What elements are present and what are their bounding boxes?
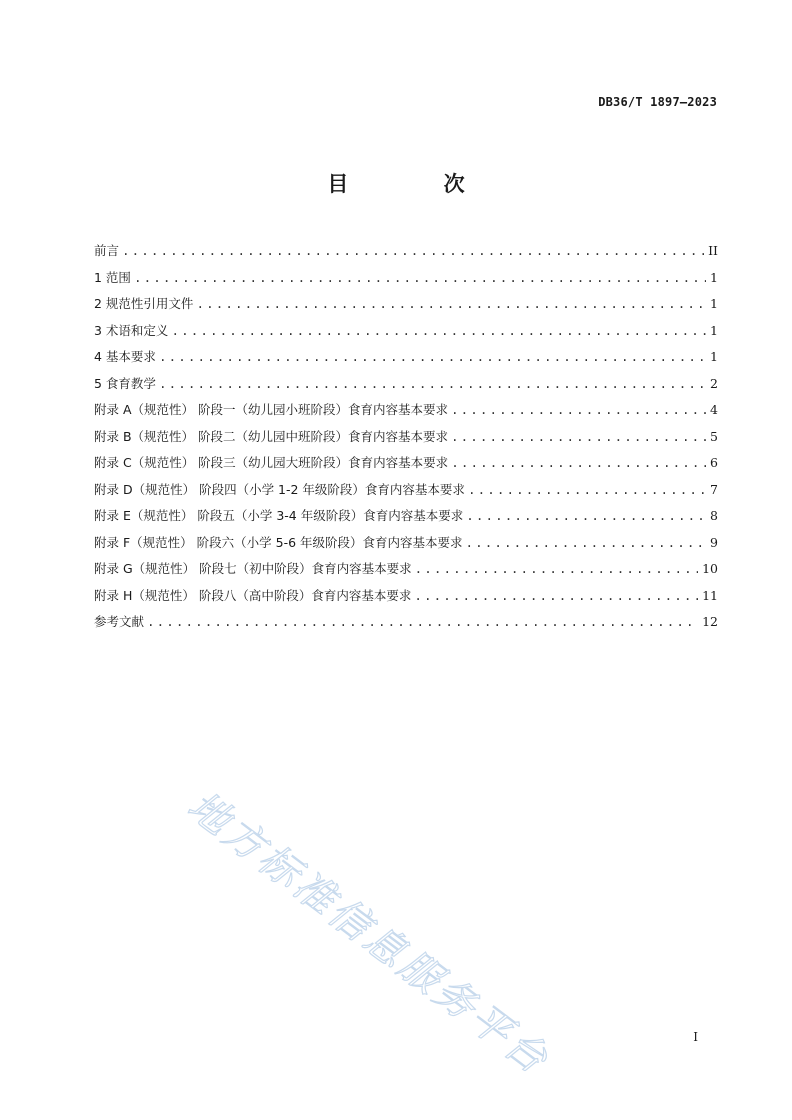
toc-entry[interactable] <box>94 609 718 636</box>
toc-entry[interactable] <box>94 318 718 345</box>
toc-entry-label: 附录 B（规范性） 阶段二（幼儿园中班阶段）食育内容基本要求 <box>94 428 449 444</box>
toc-entry[interactable] <box>94 238 718 265</box>
toc-entry-label: 附录 E（规范性） 阶段五（小学 3-4 年级阶段）食育内容基本要求 <box>94 508 464 523</box>
toc-entry-page: 2 <box>710 375 718 391</box>
toc-entry-label: 附录 H（规范性） 阶段八（高中阶段）食育内容基本要求 <box>94 587 412 603</box>
toc-dot-leader <box>134 265 706 292</box>
toc-entry-label: 5 食育教学 <box>94 375 156 391</box>
table-of-contents <box>94 238 718 636</box>
toc-entry-page: 7 <box>710 481 718 497</box>
toc-dot-leader <box>451 424 706 451</box>
toc-entry[interactable] <box>94 530 718 557</box>
toc-entry[interactable] <box>94 291 718 318</box>
toc-entry-page: 1 <box>710 322 718 338</box>
toc-dot-leader <box>451 450 706 477</box>
watermark: 地方标准信息服务平台 <box>179 782 559 1085</box>
toc-entry-label: 1 范围 <box>94 269 131 285</box>
toc-dot-leader <box>466 530 706 557</box>
toc-entry-page: 6 <box>710 455 718 470</box>
toc-dot-leader <box>196 291 706 318</box>
toc-entry-page: 1 <box>710 269 718 285</box>
toc-entry-page: 10 <box>702 561 718 576</box>
toc-dot-leader <box>171 318 706 345</box>
toc-entry-page: 4 <box>710 402 718 417</box>
toc-dot-leader <box>414 583 698 610</box>
toc-entry[interactable] <box>94 397 718 424</box>
document-code: DB36/T 1897—2023 <box>598 95 717 109</box>
toc-entry-page: 11 <box>702 587 718 603</box>
toc-entry-label: 2 规范性引用文件 <box>94 296 194 311</box>
toc-entry-label: 附录 A（规范性） 阶段一（幼儿园小班阶段）食育内容基本要求 <box>94 402 448 417</box>
toc-entry[interactable] <box>94 450 718 477</box>
toc-dot-leader <box>451 397 706 424</box>
toc-dot-leader <box>466 503 706 530</box>
toc-entry-label: 附录 G（规范性） 阶段七（初中阶段）食育内容基本要求 <box>94 561 412 576</box>
toc-entry[interactable] <box>94 371 718 398</box>
toc-entry-page: 8 <box>710 508 718 523</box>
toc-entry[interactable] <box>94 583 718 610</box>
toc-dot-leader <box>147 609 698 636</box>
toc-entry-page: II <box>708 243 718 258</box>
toc-entry-page: 1 <box>710 296 718 311</box>
toc-entry[interactable] <box>94 556 718 583</box>
toc-entry[interactable] <box>94 503 718 530</box>
toc-entry-label: 附录 C（规范性） 阶段三（幼儿园大班阶段）食育内容基本要求 <box>94 455 449 470</box>
toc-entry-label: 附录 D（规范性） 阶段四（小学 1-2 年级阶段）食育内容基本要求 <box>94 481 465 497</box>
toc-entry[interactable] <box>94 477 718 504</box>
toc-entry-page: 12 <box>702 614 718 629</box>
toc-dot-leader <box>468 477 706 504</box>
toc-dot-leader <box>159 371 706 398</box>
toc-entry[interactable] <box>94 344 718 371</box>
toc-entry-page: 5 <box>710 428 718 444</box>
page-title: 目 次 <box>327 172 509 196</box>
toc-entry-label: 附录 F（规范性） 阶段六（小学 5-6 年级阶段）食育内容基本要求 <box>94 534 463 550</box>
toc-entry-page: 9 <box>710 534 718 550</box>
toc-entry-label: 前言 <box>94 243 120 258</box>
toc-entry[interactable] <box>94 424 718 451</box>
toc-entry-page: 1 <box>710 349 718 364</box>
page-number: I <box>693 1030 698 1044</box>
toc-dot-leader <box>122 238 704 265</box>
toc-entry-label: 参考文献 <box>94 614 145 629</box>
toc-entry-label: 4 基本要求 <box>94 349 156 364</box>
toc-dot-leader <box>159 344 706 371</box>
toc-dot-leader <box>415 556 698 583</box>
toc-entry[interactable] <box>94 265 718 292</box>
toc-entry-label: 3 术语和定义 <box>94 322 169 338</box>
